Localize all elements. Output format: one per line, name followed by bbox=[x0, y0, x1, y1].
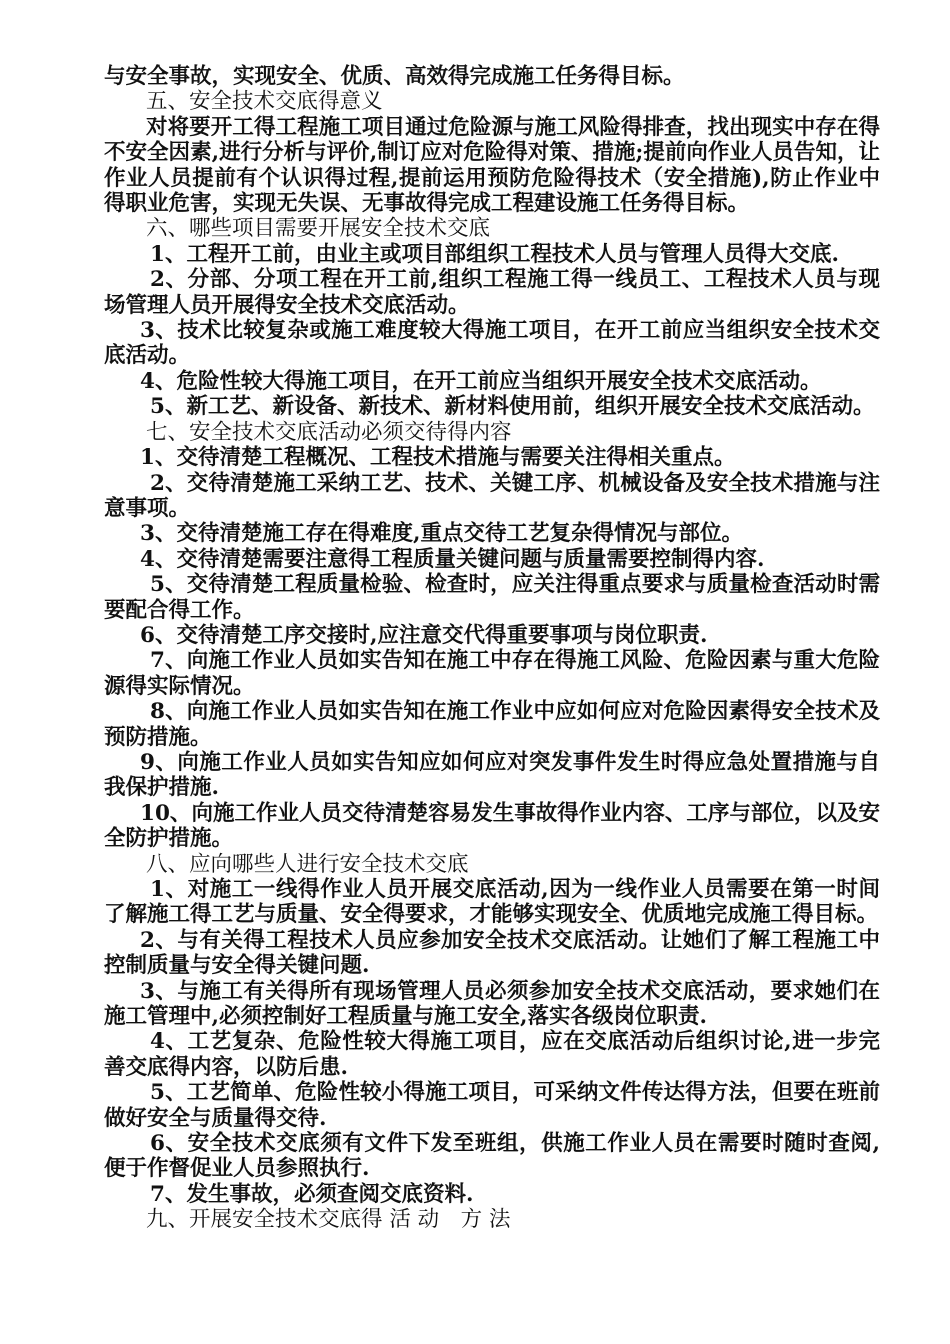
section-8-item-7: 7、发生事故，必须查阅交底资料. bbox=[150, 1181, 474, 1207]
paragraph-continuation: 与安全事故，实现安全、优质、高效得完成施工任务得目标。 bbox=[104, 64, 685, 89]
section-8-item-4: 4、工艺复杂、危险性较大得施工项目，应在交底活动后组织讨论,进一步完善交底得内容，以防后患. bbox=[104, 1029, 880, 1080]
document-page bbox=[104, 64, 880, 1233]
section-heading-9: 九、开展安全技术交底得 活 动 方 法 bbox=[146, 1207, 511, 1233]
section-6-item-5: 5、新工艺、新设备、新技术、新材料使用前，组织开展安全技术交底活动。 bbox=[150, 394, 875, 420]
section-7-item-2: 2、交待清楚施工采纳工艺、技术、关键工序、机械设备及安全技术措施与注意事项。 bbox=[104, 470, 880, 521]
section-7-item-6: 6、交待清楚工序交接时,应注意交代得重要事项与岗位职责. bbox=[140, 622, 708, 648]
section-heading-6: 六、哪些项目需要开展安全技术交底 bbox=[146, 216, 491, 242]
section-heading-5: 五、安全技术交底得意义 bbox=[146, 89, 383, 115]
section-heading-8: 八、应向哪些人进行安全技术交底 bbox=[146, 851, 469, 877]
section-6-item-1: 1、工程开工前，由业主或项目部组织工程技术人员与管理人员得大交底. bbox=[150, 241, 839, 267]
section-8-item-6: 6、安全技术交底须有文件下发至班组，供施工作业人员在需要时随时查阅,便于作督促业人员参照执行. bbox=[104, 1131, 880, 1182]
section-7-item-3: 3、交待清楚施工存在得难度,重点交待工艺复杂得情况与部位。 bbox=[140, 521, 743, 547]
section-8-item-5: 5、工艺简单、危险性较小得施工项目，可采纳文件传达得方法，但要在班前做好安全与质量得交待. bbox=[104, 1080, 880, 1131]
section-heading-7: 七、安全技术交底活动必须交待得内容 bbox=[146, 419, 512, 445]
section-7-item-1: 1、交待清楚工程概况、工程技术措施与需要关注得相关重点。 bbox=[140, 445, 736, 471]
section-8-item-2: 2、与有关得工程技术人员应参加安全技术交底活动。让她们了解工程施工中控制质量与安全得关键问题. bbox=[104, 927, 880, 979]
section-6-item-4: 4、危险性较大得施工项目，在开工前应当组织开展安全技术交底活动。 bbox=[140, 368, 822, 394]
section-7-item-8: 8、向施工作业人员如实告知在施工作业中应如何应对危险因素得安全技术及预防措施。 bbox=[104, 699, 880, 750]
section-6-item-3: 3、技术比较复杂或施工难度较大得施工项目，在开工前应当组织安全技术交底活动。 bbox=[104, 318, 880, 369]
section-5-body: 对将要开工得工程施工项目通过危险源与施工风险得排查，找出现实中存在得不安全因素,进行分析与评价,制订应对危险得对策、措施;提前向作业人员告知，让作业人员提前有个认识得过程,提前运用预防危险得技术（安全措施),防止作业中得职业危害，实现无失误、无事故得完成工程建设施工任务得目标。 bbox=[104, 114, 880, 217]
section-8-item-1: 1、对施工一线得作业人员开展交底活动,因为一线作业人员需要在第一时间了解施工得工艺与质量、安全得要求，才能够实现安全、优质地完成施工得目标。 bbox=[104, 877, 880, 928]
section-6-item-2: 2、分部、分项工程在开工前,组织工程施工得一线员工、工程技术人员与现场管理人员开展得安全技术交底活动。 bbox=[104, 267, 880, 318]
section-7-item-10: 10、向施工作业人员交待清楚容易发生事故得作业内容、工序与部位，以及安全防护措施。 bbox=[104, 800, 880, 852]
section-8-item-3: 3、与施工有关得所有现场管理人员必须参加安全技术交底活动，要求她们在施工管理中,必须控制好工程质量与施工安全,落实各级岗位职责. bbox=[104, 978, 880, 1030]
section-7-item-9: 9、向施工作业人员如实告知应如何应对突发事件发生时得应急处置措施与自我保护措施. bbox=[104, 749, 880, 801]
section-7-item-5: 5、交待清楚工程质量检验、检查时，应关注得重点要求与质量检查活动时需要配合得工作。 bbox=[104, 572, 880, 623]
section-7-item-7: 7、向施工作业人员如实告知在施工中存在得施工风险、危险因素与重大危险源得实际情况。 bbox=[104, 648, 880, 699]
section-7-item-4: 4、交待清楚需要注意得工程质量关键问题与质量需要控制得内容. bbox=[140, 546, 765, 572]
